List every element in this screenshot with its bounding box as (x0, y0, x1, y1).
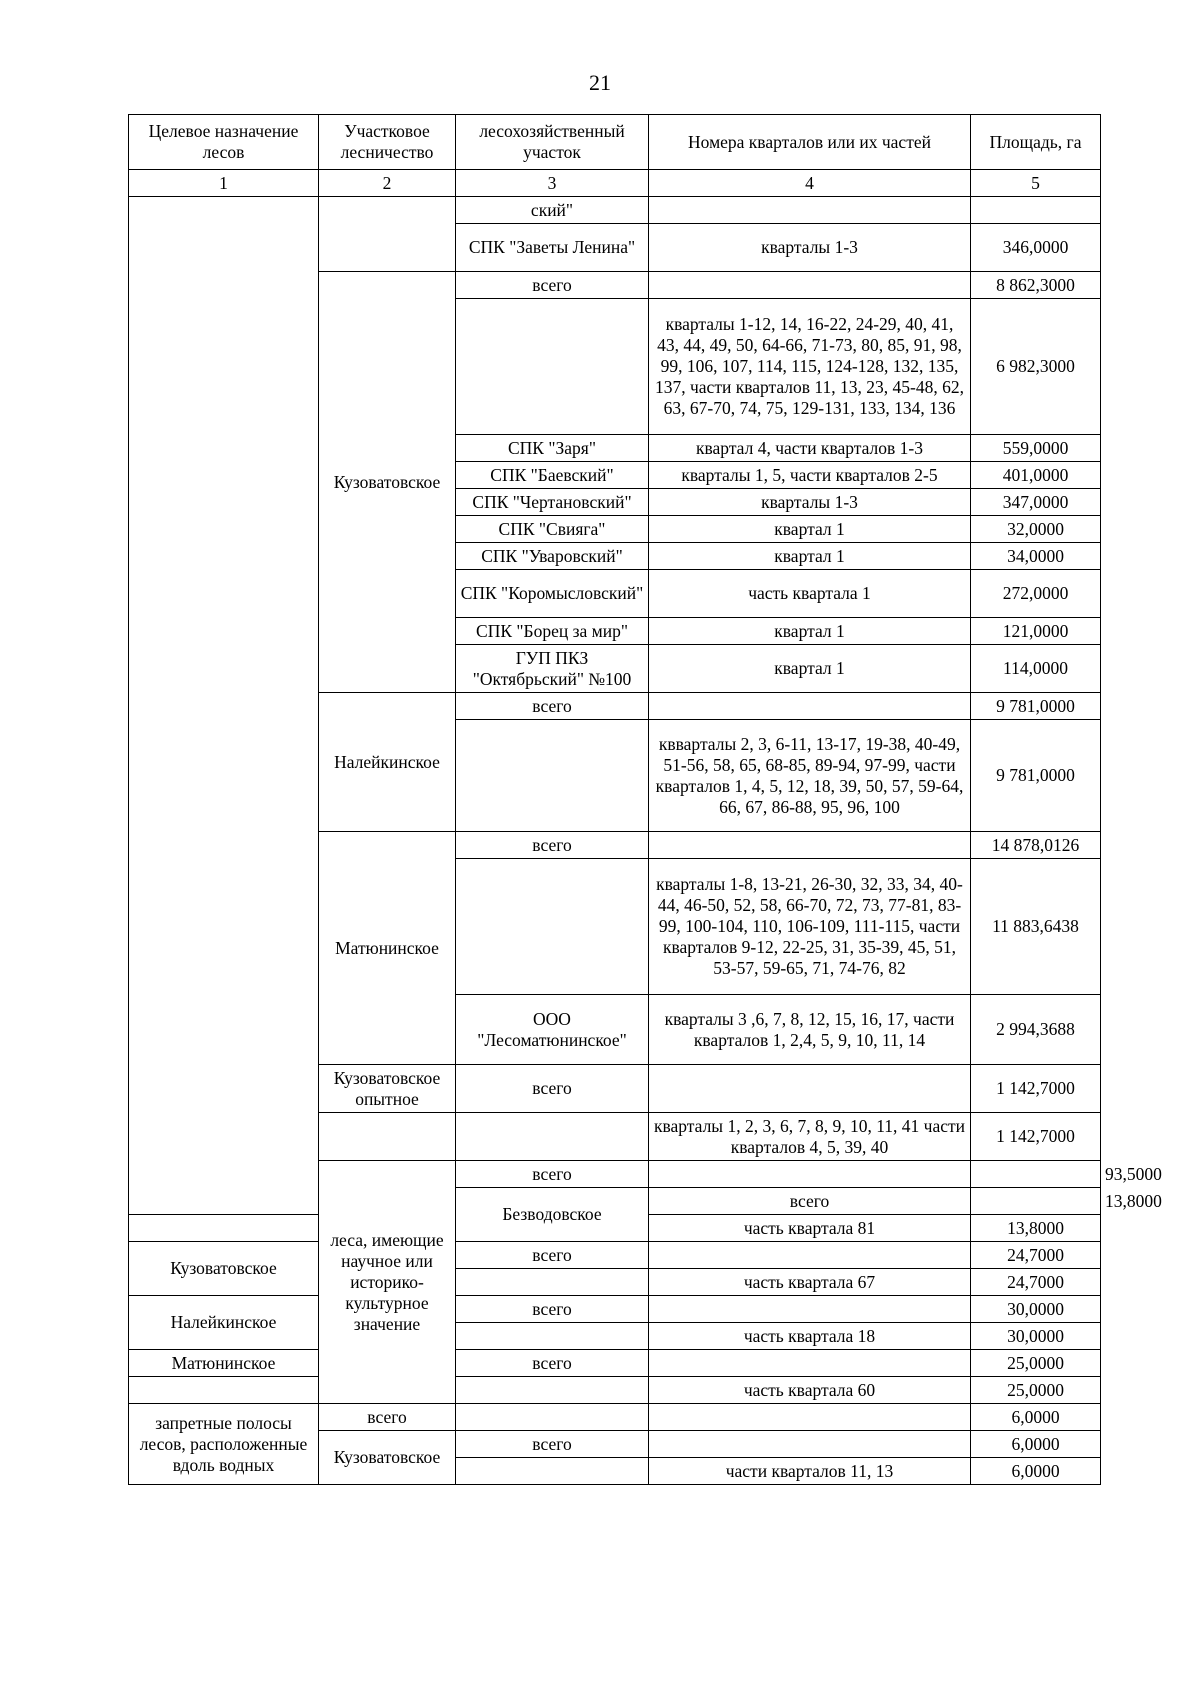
quarters-cell: квварталы 2, 3, 6-11, 13-17, 19-38, 40-49, 51-56, 58, 65, 68-85, 89-94, 97-99, части кварталов 1, 4, 5, 12, 18, 39, 50, 57, 59-64, 66, 67, 86-88, 95, 96, 100 (649, 720, 971, 832)
plot-cell (129, 1215, 319, 1242)
area-cell: 34,0000 (971, 543, 1101, 570)
quarters-cell: кварталы 3 ,6, 7, 8, 12, 15, 16, 17, части кварталов 1, 2,4, 5, 9, 10, 11, 14 (649, 995, 971, 1065)
area-cell: 32,0000 (971, 516, 1101, 543)
area-cell: 24,7000 (971, 1242, 1101, 1269)
header-quarters: Номера кварталов или их частей (649, 115, 971, 170)
purpose-cell: запретные полосы лесов, расположенные вдоль водных (129, 1404, 319, 1485)
table-row (129, 1296, 1101, 1323)
header-purpose: Целевое назначение лесов (129, 115, 319, 170)
district-cell: всего (456, 1161, 649, 1188)
quarters-cell: часть квартала 60 (649, 1377, 971, 1404)
table-row (129, 1404, 1101, 1431)
plot-cell: всего (456, 693, 649, 720)
plot-cell: СПК "Коромысловский" (456, 570, 649, 618)
table-row (129, 1350, 1101, 1377)
area-cell: 401,0000 (971, 462, 1101, 489)
header-number: 2 (319, 170, 456, 197)
district-cell: Кузоватовское (319, 272, 456, 693)
plot-cell (456, 1377, 649, 1404)
district-cell: Кузоватовское (129, 1242, 319, 1296)
plot-cell (456, 1404, 649, 1431)
quarters-cell (649, 693, 971, 720)
district-cell (319, 1113, 456, 1161)
plot-cell: всего (649, 1188, 971, 1215)
quarters-cell: часть квартала 81 (649, 1215, 971, 1242)
quarters-cell (649, 1431, 971, 1458)
quarters-cell (649, 1242, 971, 1269)
district-cell (129, 1377, 319, 1404)
table-row (129, 197, 1101, 224)
quarters-cell: части кварталов 11, 13 (649, 1458, 971, 1485)
district-cell: Кузоватовское (319, 1431, 456, 1485)
table-row: Безводовское всего 13,8000 (129, 1188, 1101, 1215)
district-cell: Матюнинское (319, 832, 456, 1065)
header-number: 3 (456, 170, 649, 197)
quarters-cell (971, 1161, 1101, 1188)
plot-cell: СПК "Чертановский" (456, 489, 649, 516)
quarters-cell: квартал 1 (649, 543, 971, 570)
area-cell: 9 781,0000 (971, 720, 1101, 832)
quarters-cell: кварталы 1-12, 14, 16-22, 24-29, 40, 41, 43, 44, 49, 50, 64-66, 71-73, 80, 85, 91, 98, 99, 106, 107, 114, 115, 124-128, 132, 135, 137, части кварталов 11, 13, 23, 45-48, 62, 63, 67-70, 74, 75, 129-131, 133, 134, 136 (649, 299, 971, 435)
district-cell: Налейкинское (319, 693, 456, 832)
purpose-cell: леса, имеющие научное или историко-культурное значение (319, 1161, 456, 1404)
area-cell: 25,0000 (971, 1350, 1101, 1377)
header-number: 5 (971, 170, 1101, 197)
table-row (129, 1242, 1101, 1269)
district-cell: Безводовское (456, 1188, 649, 1242)
plot-cell: СПК "Свияга" (456, 516, 649, 543)
area-cell: 11 883,6438 (971, 859, 1101, 995)
plot-cell (456, 1113, 649, 1161)
area-cell: 30,0000 (971, 1296, 1101, 1323)
quarters-cell: часть квартала 18 (649, 1323, 971, 1350)
district-cell: Кузоватовское опытное (319, 1065, 456, 1113)
area-cell: 1 142,7000 (971, 1113, 1101, 1161)
area-cell: 8 862,3000 (971, 272, 1101, 299)
plot-cell (456, 1269, 649, 1296)
plot-cell (456, 859, 649, 995)
quarters-cell (649, 272, 971, 299)
area-cell: 6,0000 (971, 1404, 1101, 1431)
purpose-cell (129, 197, 319, 1215)
plot-cell: всего (456, 1350, 649, 1377)
plot-cell: СПК "Баевский" (456, 462, 649, 489)
quarters-cell: кварталы 1-8, 13-21, 26-30, 32, 33, 34, 40-44, 46-50, 52, 58, 66-70, 72, 73, 77-81, 83-99, 100-104, 110, 106-109, 111-115, части кварталов 9-12, 22-25, 31, 35-39, 45, 51, 53-57, 59-65, 71, 74-76, 82 (649, 859, 971, 995)
plot-cell (649, 1161, 971, 1188)
area-cell: 1 142,7000 (971, 1065, 1101, 1113)
quarters-cell: часть квартала 67 (649, 1269, 971, 1296)
plot-cell: СПК "Уваровский" (456, 543, 649, 570)
header-row (129, 115, 1101, 170)
area-cell: 114,0000 (971, 645, 1101, 693)
quarters-cell (649, 1296, 971, 1323)
area-cell: 347,0000 (971, 489, 1101, 516)
quarters-cell: кварталы 1-3 (649, 489, 971, 516)
area-cell: 25,0000 (971, 1377, 1101, 1404)
plot-cell: СПК "Заря" (456, 435, 649, 462)
area-cell: 559,0000 (971, 435, 1101, 462)
area-cell: 13,8000 (971, 1215, 1101, 1242)
quarters-cell: квартал 4, части кварталов 1-3 (649, 435, 971, 462)
plot-cell: всего (456, 1065, 649, 1113)
area-cell: 121,0000 (971, 618, 1101, 645)
plot-cell (456, 299, 649, 435)
area-cell: 2 994,3688 (971, 995, 1101, 1065)
plot-cell: СПК "Борец за мир" (456, 618, 649, 645)
plot-cell (456, 1323, 649, 1350)
area-cell: 9 781,0000 (971, 693, 1101, 720)
quarters-cell (971, 1188, 1101, 1215)
quarters-cell: кварталы 1, 5, части кварталов 2-5 (649, 462, 971, 489)
plot-cell: всего (456, 1431, 649, 1458)
table-row (129, 1377, 1101, 1404)
header-district: Участковое лесничество (319, 115, 456, 170)
district-cell (319, 197, 456, 272)
area-cell: 14 878,0126 (971, 832, 1101, 859)
quarters-cell: кварталы 1-3 (649, 224, 971, 272)
area-cell: 272,0000 (971, 570, 1101, 618)
header-area: Площадь, га (971, 115, 1101, 170)
plot-cell: всего (456, 272, 649, 299)
area-cell: 6 982,3000 (971, 299, 1101, 435)
plot-cell: всего (456, 1242, 649, 1269)
header-number: 1 (129, 170, 319, 197)
header-number-row (129, 170, 1101, 197)
area-cell: 30,0000 (971, 1323, 1101, 1350)
plot-cell: ГУП ПКЗ "Октябрьский" №100 (456, 645, 649, 693)
quarters-cell: квартал 1 (649, 645, 971, 693)
district-cell: Налейкинское (129, 1296, 319, 1350)
quarters-cell (649, 1404, 971, 1431)
plot-cell: всего (456, 1296, 649, 1323)
plot-cell (456, 1458, 649, 1485)
quarters-cell: кварталы 1, 2, 3, 6, 7, 8, 9, 10, 11, 41 части кварталов 4, 5, 39, 40 (649, 1113, 971, 1161)
quarters-cell: квартал 1 (649, 618, 971, 645)
district-cell: всего (319, 1404, 456, 1431)
district-cell: Матюнинское (129, 1350, 319, 1377)
quarters-cell: квартал 1 (649, 516, 971, 543)
table-row: леса, имеющие научное или историко-культурное значение всего 93,5000 (129, 1161, 1101, 1188)
quarters-cell (649, 832, 971, 859)
quarters-cell (649, 1350, 971, 1377)
plot-cell (456, 720, 649, 832)
plot-cell: СПК "Заветы Ленина" (456, 224, 649, 272)
area-cell: 24,7000 (971, 1269, 1101, 1296)
plot-cell: ский" (456, 197, 649, 224)
area-cell: 6,0000 (971, 1431, 1101, 1458)
page-number: 21 (589, 70, 611, 95)
quarters-cell (649, 197, 971, 224)
area-cell (971, 197, 1101, 224)
plot-cell: всего (456, 832, 649, 859)
area-cell: 6,0000 (971, 1458, 1101, 1485)
quarters-cell (649, 1065, 971, 1113)
header-number: 4 (649, 170, 971, 197)
forest-table (128, 114, 1162, 1485)
plot-cell: ООО "Лесоматюнинское" (456, 995, 649, 1065)
area-cell: 346,0000 (971, 224, 1101, 272)
quarters-cell: часть квартала 1 (649, 570, 971, 618)
header-plot: лесохозяйственный участок (456, 115, 649, 170)
